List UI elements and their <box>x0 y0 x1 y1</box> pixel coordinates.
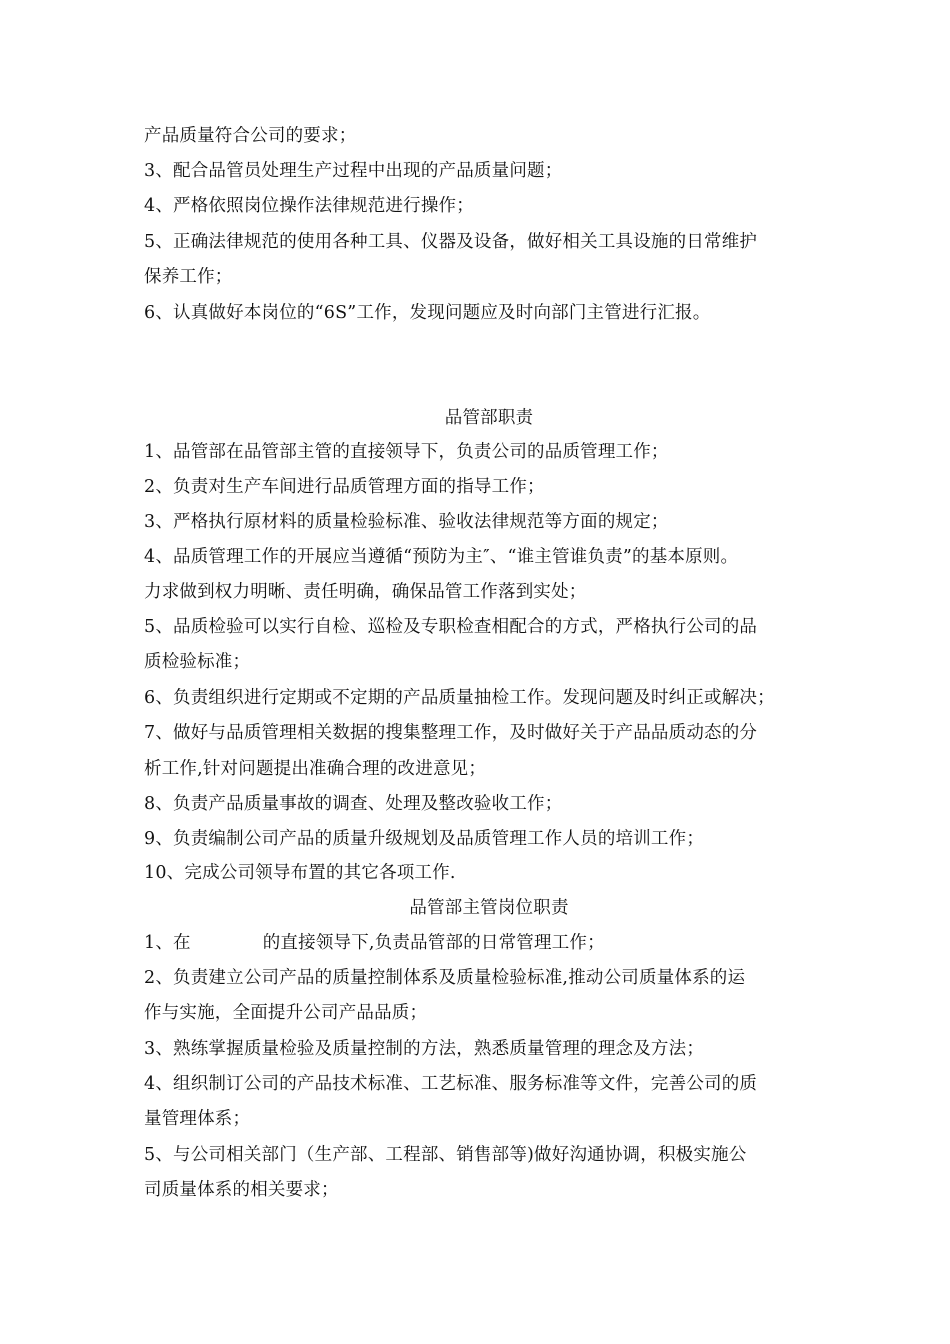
text-line: 10、完成公司领导布置的其它各项工作. <box>144 863 456 883</box>
text-line: 4、严格依照岗位操作法律规范进行操作； <box>144 196 474 216</box>
text-line: 3、严格执行原材料的质量检验标准、验收法律规范等方面的规定； <box>144 512 669 532</box>
text-line: 4、组织制订公司的产品技术标准、工艺标准、服务标准等文件，完善公司的质 <box>144 1074 758 1094</box>
text-line: 3、熟练掌握质量检验及质量控制的方法，熟悉质量管理的理念及方法； <box>144 1039 705 1059</box>
text-line: 量管理体系； <box>144 1109 251 1129</box>
text-line: 8、负责产品质量事故的调查、处理及整改验收工作； <box>144 794 563 814</box>
text-fragment: 的直接领导下,负责品管部的日常管理工作； <box>262 933 605 953</box>
text-line: 9、负责编制公司产品的质量升级规划及品质管理工作人员的培训工作； <box>144 829 705 849</box>
text-line: 析工作,针对问题提出准确合理的改进意见； <box>144 759 487 779</box>
text-line: 产品质量符合公司的要求； <box>144 126 357 146</box>
section-title-manager: 品管部主管岗位职责 <box>409 898 569 918</box>
text-line: 5、与公司相关部门（生产部、工程部、销售部等)做好沟通协调，积极实施公 <box>144 1145 747 1165</box>
text-line: 5、品质检验可以实行自检、巡检及专职检查相配合的方式，严格执行公司的品 <box>144 617 758 637</box>
text-line: 5、正确法律规范的使用各种工具、仪器及设备，做好相关工具设施的日常维护 <box>144 232 758 252</box>
text-line: 2、负责对生产车间进行品质管理方面的指导工作； <box>144 477 545 497</box>
text-line: 6、认真做好本岗位的“6S”工作，发现问题应及时向部门主管进行汇报。 <box>144 303 711 323</box>
text-line: 作与实施，全面提升公司产品品质； <box>144 1003 428 1023</box>
text-line: 2、负责建立公司产品的质量控制体系及质量检验标准,推动公司质量体系的运 <box>144 968 746 988</box>
text-line: 6、负责组织进行定期或不定期的产品质量抽检工作。发现问题及时纠正或解决； <box>144 688 775 708</box>
text-line: 保养工作； <box>144 267 233 287</box>
text-line: 质检验标准； <box>144 652 251 672</box>
text-line: 3、配合品管员处理生产过程中出现的产品质量问题； <box>144 161 563 181</box>
text-line: 7、做好与品质管理相关数据的搜集整理工作，及时做好关于产品品质动态的分 <box>144 723 758 743</box>
text-fragment: 1、在 <box>144 933 191 953</box>
text-line: 1、品管部在品管部主管的直接领导下，负责公司的品质管理工作； <box>144 442 669 462</box>
text-line: 4、品质管理工作的开展应当遵循“预防为主″、“谁主管谁负责”的基本原则。 <box>144 547 739 567</box>
text-line: 司质量体系的相关要求； <box>144 1180 339 1200</box>
text-line: 力求做到权力明晰、责任明确，确保品管工作落到实处； <box>144 582 587 602</box>
text-line <box>144 931 834 955</box>
section-title-dept: 品管部职责 <box>444 408 534 428</box>
